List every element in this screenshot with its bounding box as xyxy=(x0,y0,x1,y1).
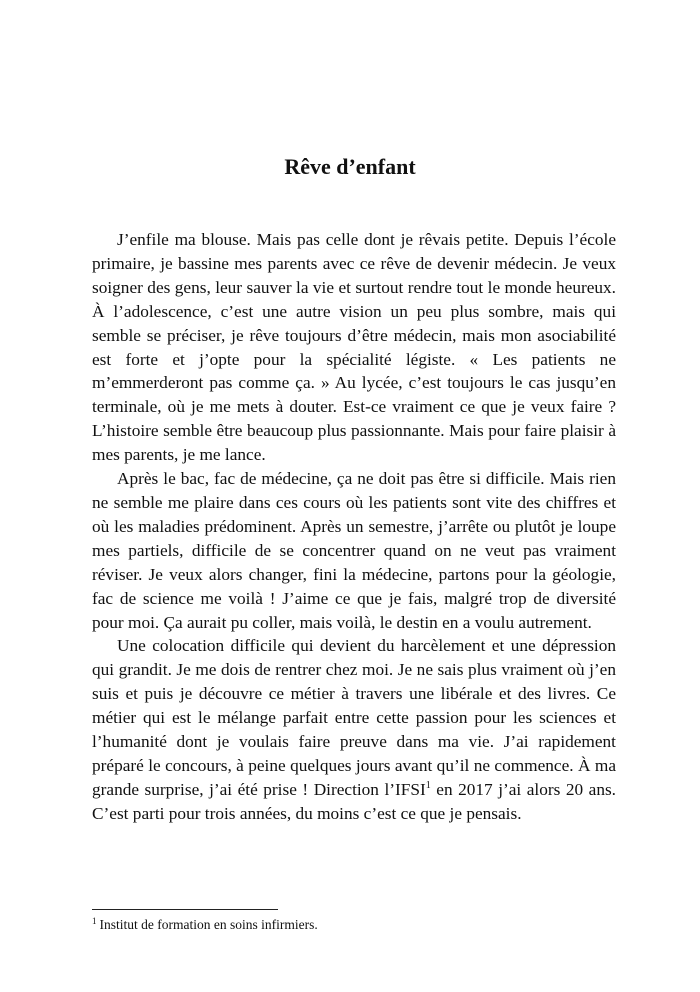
paragraph-3-before-note: Direction l’IFSI xyxy=(313,779,426,799)
footnote-marker: 1 xyxy=(92,915,97,926)
footnote xyxy=(92,916,616,934)
paragraph-2: Après le bac, fac de médecine, ça ne doit pas être si difficile. Mais rien ne semble me plaire dans ces cours où les patients sont vite des chiffres et où les maladies prédominent. Après un semestre, j’arrête ou plutôt je loupe mes partiels, difficile de se concentrer quand on ne veut pas vraiment réviser. Je veux alors changer, fini la médecine, partons pour la géologie, fac de science me voilà ! J’aime ce que je fais, malgré trop de diversité pour moi. Ça aurait pu coller, mais voilà, le destin en a voulu autrement. xyxy=(92,469,616,632)
footnote-reference: 1 xyxy=(425,780,431,792)
paragraph-3 xyxy=(92,634,616,825)
footnote-text: Institut de formation en soins infirmiers. xyxy=(99,917,318,932)
footnote-separator xyxy=(92,909,278,910)
paragraph-1: J’enfile ma blouse. Mais pas celle dont je rêvais petite. Depuis l’école primaire, je bassine mes parents avec ce rêve de devenir médecin. Je veux soigner des gens, leur sauver la vie et surtout rendre tout le monde heureux. À l’adolescence, c’est une autre vision un peu plus sombre, mais qui semble se préciser, je rêve toujours d’être médecin, mais mon asociabilité est forte et j’opte pour la spécialité légiste. « Les patients ne m’emmerderont pas comme ça. » Au lycée, c’est toujours le cas jusqu’en terminale, où je me mets à douter. Est-ce vraiment ce que je veux faire ? L’histoire semble être beaucoup plus passionnante. Mais pour faire plaisir à mes parents, je me lance. xyxy=(92,230,616,465)
chapter-body xyxy=(92,228,616,826)
chapter-title: Rêve d’enfant xyxy=(284,154,416,179)
paragraph-3-after-note: en 2017 j’ai alors 20 ans. C’est parti pour trois années, du moins c’est ce que je pensais. xyxy=(92,779,617,823)
paragraph-3-main: Une colocation difficile qui devient du harcèlement et une dépression qui grandit. Je me dois de rentrer chez moi. Je ne sais plus vraiment où j’en suis et puis je découvre ce métier à travers une libérale et des livres. Ce métier qui est le mélange parfait entre cette passion pour les sciences et l’humanité dont je voulais faire preuve dans ma vie. J’ai rapidement préparé le concours, à peine quelques jours avant qu’il ne commence. À ma grande surprise, j’ai été prise ! xyxy=(92,636,616,799)
